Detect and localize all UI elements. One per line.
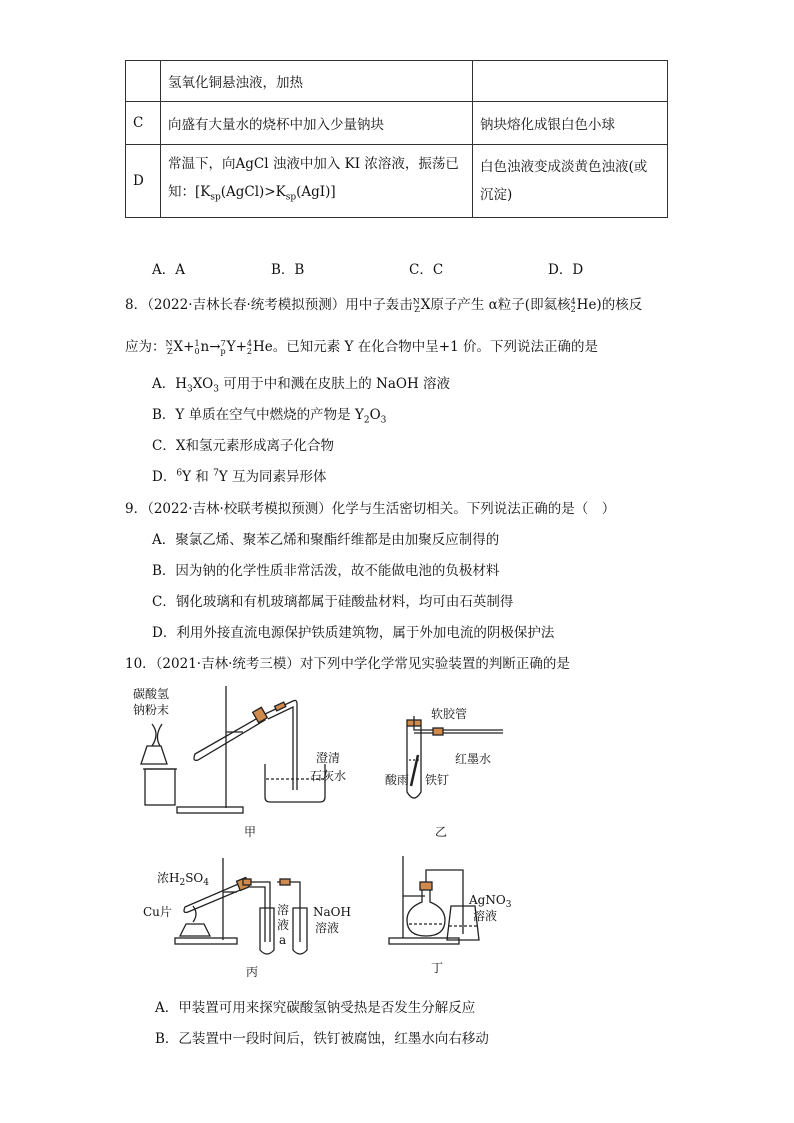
q10-option-a: A．甲装置可用来探究碳酸氢钠受热是否发生分解反应 (155, 1000, 476, 1016)
caption-ding: 丁 (431, 961, 444, 975)
q10-stem: 10．（2021·吉林·统考三模）对下列中学化学常见实验装置的判断正确的是 (125, 656, 570, 672)
q7-choice-a: A．A (152, 262, 185, 278)
label-limewater-2: 石灰水 (310, 769, 347, 783)
table-row (126, 145, 668, 218)
label-naoh-2: 溶液 (315, 921, 340, 935)
row-phenomenon (473, 61, 668, 102)
label-iron-nail: 铁钉 (425, 773, 450, 787)
figure-jia (125, 684, 365, 844)
label-conc-h2so4: 浓$H_2SO_4$ (157, 871, 209, 888)
label-solution-a-1: 溶 (277, 903, 290, 917)
figure-bing (125, 852, 365, 982)
label-agno3-1: AgNO$_3$ (469, 893, 512, 910)
label-rubber-tube: 软胶管 (431, 707, 468, 721)
caption-yi: 乙 (435, 825, 448, 839)
q9-option-d: D．利用外接直流电源保护铁质建筑物，属于外加电流的阴极保护法 (152, 625, 555, 641)
q8-stem-line2: 应为：N ZX+1 0n→7 pY+4 2He。已知元素 Y 在化合物中呈+1 价。下列说法正确的是 (125, 338, 598, 356)
row-operation: 向盛有大量水的烧杯中加入少量钠块 (161, 102, 473, 145)
q9-option-c: C．钢化玻璃和有机玻璃都属于硅酸盐材料，均可由石英制得 (152, 594, 514, 610)
q7-choice-b: B．B (271, 262, 305, 278)
q9-stem: 9．（2022·吉林·校联考模拟预测）化学与生活密切相关。下列说法正确的是（ ） (125, 501, 616, 517)
label-red-ink: 红墨水 (455, 752, 492, 766)
row-operation: 常温下，向AgCl 浊液中加入 KI 浓溶液，振荡已 知：$[K_{sp}(AgCl)>K_{sp}(AgI)]$ (161, 145, 473, 218)
label-nahco3-1: 碳酸氢 (133, 687, 170, 701)
label-limewater-1: 澄清 (316, 751, 341, 765)
caption-jia: 甲 (244, 825, 257, 839)
label-cu-sheet: Cu片 (143, 905, 172, 919)
label-acid-rain: 酸雨 (385, 773, 410, 787)
q8-option-b: B．Y 单质在空气中燃烧的产物是 $Y_2O_3$ (152, 407, 387, 426)
q10-option-b: B．乙装置中一段时间后，铁钉被腐蚀，红墨水向右移动 (155, 1031, 489, 1047)
label-solution-a-3: a (279, 933, 287, 947)
row-label (126, 61, 161, 102)
q8-option-d: D．$^6$Y 和 $^7$Y 互为同素异形体 (152, 468, 327, 485)
label-solution-a-2: 液 (277, 918, 290, 932)
row-operation: 氢氧化铜悬浊液，加热 (161, 61, 473, 102)
q7-choice-d: D．D (548, 262, 584, 278)
caption-bing: 丙 (246, 965, 259, 979)
q7-choice-c: C．C (409, 262, 444, 278)
q9-option-b: B．因为钠的化学性质非常活泼，故不能做电池的负极材料 (152, 563, 500, 579)
label-nahco3-2: 钠粉末 (133, 703, 170, 717)
row-phenomenon: 白色浊液变成淡黄色浊液(或 沉淀) (473, 145, 668, 218)
table-row (126, 102, 668, 145)
figure-yi (385, 700, 515, 845)
row-label: D (126, 145, 161, 218)
options-table (125, 60, 668, 218)
label-naoh-1: NaOH (313, 905, 351, 919)
table-row (126, 61, 668, 102)
q8-option-a: A．$H_3XO_3$ 可用于中和溅在皮肤上的 NaOH 溶液 (152, 376, 451, 395)
row-phenomenon: 钠块熔化成银白色小球 (473, 102, 668, 145)
figure-ding (385, 850, 525, 980)
q8-option-c: C．X和氢元素形成离子化合物 (152, 438, 334, 454)
q9-option-a: A．聚氯乙烯、聚苯乙烯和聚酯纤维都是由加聚反应制得的 (152, 532, 500, 548)
label-agno3-2: 溶液 (473, 909, 498, 923)
q8-stem-line1: 8．（2022·吉林长春·统考模拟预测）用中子轰击N ZX原子产生 α粒子(即氦核4 2He)的核反 (125, 296, 643, 314)
row-label: C (126, 102, 161, 145)
